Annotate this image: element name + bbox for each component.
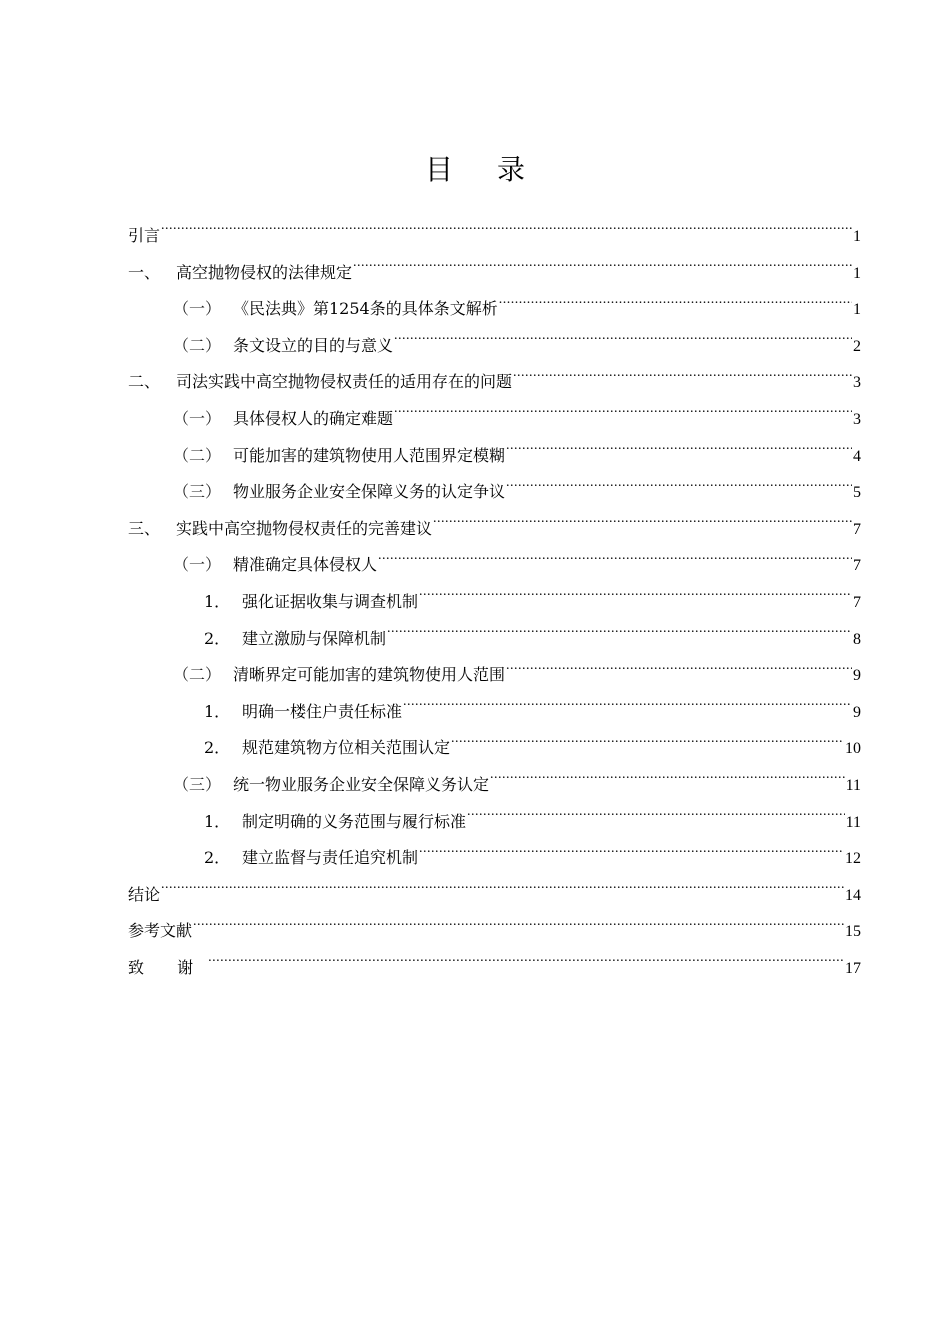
toc-entry-number: （一）	[173, 555, 222, 575]
toc-entry-page-number: 1	[853, 301, 861, 319]
toc-entry-page-number: 4	[853, 447, 861, 465]
toc-entry-number: 一、	[128, 262, 161, 282]
toc-entry-page-number: 17	[845, 959, 861, 977]
toc-entry-label: 致 谢	[128, 957, 208, 977]
toc-entry-page-number: 8	[853, 630, 861, 648]
toc-dot-leader	[193, 920, 844, 936]
toc-entry[interactable]	[128, 804, 861, 841]
toc-entry[interactable]	[128, 840, 861, 877]
toc-entry[interactable]	[128, 584, 861, 621]
toc-entry-label: 可能加害的建筑物使用人范围界定模糊	[233, 445, 506, 465]
toc-entry-number: （三）	[173, 482, 222, 502]
toc-entry-number: 1．	[204, 701, 231, 721]
toc-dot-leader	[506, 445, 852, 461]
toc-entry-label: 清晰界定可能加害的建筑物使用人范围	[233, 665, 506, 685]
toc-entry-page-number: 9	[853, 667, 861, 685]
toc-entry[interactable]	[128, 255, 861, 292]
toc-entry-label: 实践中高空抛物侵权责任的完善建议	[176, 518, 433, 538]
toc-dot-leader	[467, 811, 845, 827]
toc-title	[0, 150, 950, 190]
toc-entry-page-number: 10	[845, 740, 861, 758]
toc-entry-label: 结论	[128, 884, 161, 904]
toc-entry-page-number: 15	[845, 923, 861, 941]
toc-entry-page-number: 11	[845, 813, 861, 831]
toc-dot-leader	[419, 847, 844, 863]
toc-entry-number: 1．	[204, 811, 231, 831]
toc-entry-page-number: 2	[853, 337, 861, 355]
toc-entry-label: 建立监督与责任追究机制	[242, 848, 419, 868]
toc-dot-leader	[451, 737, 844, 753]
toc-dot-leader	[490, 774, 845, 790]
toc-title-char: 录	[497, 153, 526, 186]
toc-dot-leader	[506, 481, 852, 497]
toc-entry-number: 1．	[204, 591, 231, 611]
toc-entry-page-number: 11	[845, 776, 861, 794]
toc-entry-number: 二、	[128, 372, 161, 392]
toc-entry-page-number: 7	[853, 520, 861, 538]
toc-dot-leader	[513, 371, 852, 387]
toc-dot-leader	[378, 554, 852, 570]
toc-entry-label: 参考文献	[128, 921, 193, 941]
toc-entry-page-number: 3	[853, 374, 861, 392]
toc-entry[interactable]	[128, 547, 861, 584]
toc-entry[interactable]	[128, 767, 861, 804]
toc-entry-number: （二）	[173, 335, 222, 355]
toc-entry[interactable]	[128, 621, 861, 658]
toc-entry-label: 具体侵权人的确定难题	[233, 408, 394, 428]
toc-entry-page-number: 3	[853, 410, 861, 428]
table-of-contents	[128, 218, 861, 986]
toc-entry-number: 2．	[204, 848, 231, 868]
toc-dot-leader	[208, 957, 844, 973]
toc-entry[interactable]	[128, 328, 861, 365]
toc-title-char: 目	[424, 153, 453, 186]
toc-dot-leader	[394, 335, 852, 351]
toc-entry-label: 高空抛物侵权的法律规定	[176, 262, 353, 282]
toc-dot-leader	[506, 664, 852, 680]
toc-entry[interactable]	[128, 401, 861, 438]
toc-entry-page-number: 1	[853, 228, 861, 245]
toc-entry[interactable]	[128, 730, 861, 767]
toc-dot-leader	[499, 298, 852, 314]
toc-entry[interactable]	[128, 474, 861, 511]
toc-dot-leader	[433, 518, 852, 534]
toc-dot-leader	[353, 262, 852, 278]
toc-entry-page-number: 14	[845, 886, 861, 904]
toc-entry[interactable]	[128, 218, 861, 255]
toc-entry-number: 2．	[204, 628, 231, 648]
toc-entry-number: （三）	[173, 774, 222, 794]
toc-entry-label: 强化证据收集与调查机制	[242, 591, 419, 611]
toc-entry-number: 2．	[204, 738, 231, 758]
toc-entry-label: 《民法典》第1254条的具体条文解析	[233, 299, 498, 319]
toc-entry-label: 司法实践中高空抛物侵权责任的适用存在的问题	[176, 372, 513, 392]
toc-entry-label: 统一物业服务企业安全保障义务认定	[233, 774, 490, 794]
toc-entry-label: 明确一楼住户责任标准	[242, 701, 403, 721]
toc-entry-label: 引言	[128, 226, 161, 245]
toc-entry[interactable]	[128, 877, 861, 914]
toc-dot-leader	[161, 884, 844, 900]
toc-entry-label: 制定明确的义务范围与履行标准	[242, 811, 467, 831]
toc-entry-label: 精准确定具体侵权人	[233, 555, 378, 575]
toc-entry-number: （二）	[173, 445, 222, 465]
toc-entry-label: 建立激励与保障机制	[242, 628, 387, 648]
toc-entry[interactable]	[128, 657, 861, 694]
toc-entry-page-number: 9	[853, 703, 861, 721]
toc-entry-page-number: 5	[853, 484, 861, 502]
toc-entry-label: 条文设立的目的与意义	[233, 335, 394, 355]
toc-entry[interactable]	[128, 950, 861, 987]
toc-entry-page-number: 12	[845, 850, 861, 868]
toc-entry[interactable]	[128, 913, 861, 950]
toc-dot-leader	[419, 591, 852, 607]
toc-entry-number: （一）	[173, 408, 222, 428]
toc-entry-label: 规范建筑物方位相关范围认定	[242, 738, 451, 758]
toc-entry-page-number: 7	[853, 593, 861, 611]
toc-entry-label: 物业服务企业安全保障义务的认定争议	[233, 482, 506, 502]
toc-dot-leader	[403, 701, 852, 717]
toc-dot-leader	[161, 225, 852, 241]
toc-entry-page-number: 7	[853, 557, 861, 575]
toc-entry-number: 三、	[128, 518, 161, 538]
toc-dot-leader	[394, 408, 852, 424]
toc-entry[interactable]	[128, 364, 861, 401]
toc-entry[interactable]	[128, 438, 861, 475]
toc-entry[interactable]	[128, 694, 861, 731]
toc-entry-number: （一）	[173, 299, 222, 319]
toc-entry-number: （二）	[173, 665, 222, 685]
toc-entry[interactable]	[128, 291, 861, 328]
toc-entry-page-number: 1	[853, 264, 861, 282]
toc-entry[interactable]	[128, 511, 861, 548]
toc-dot-leader	[387, 628, 852, 644]
